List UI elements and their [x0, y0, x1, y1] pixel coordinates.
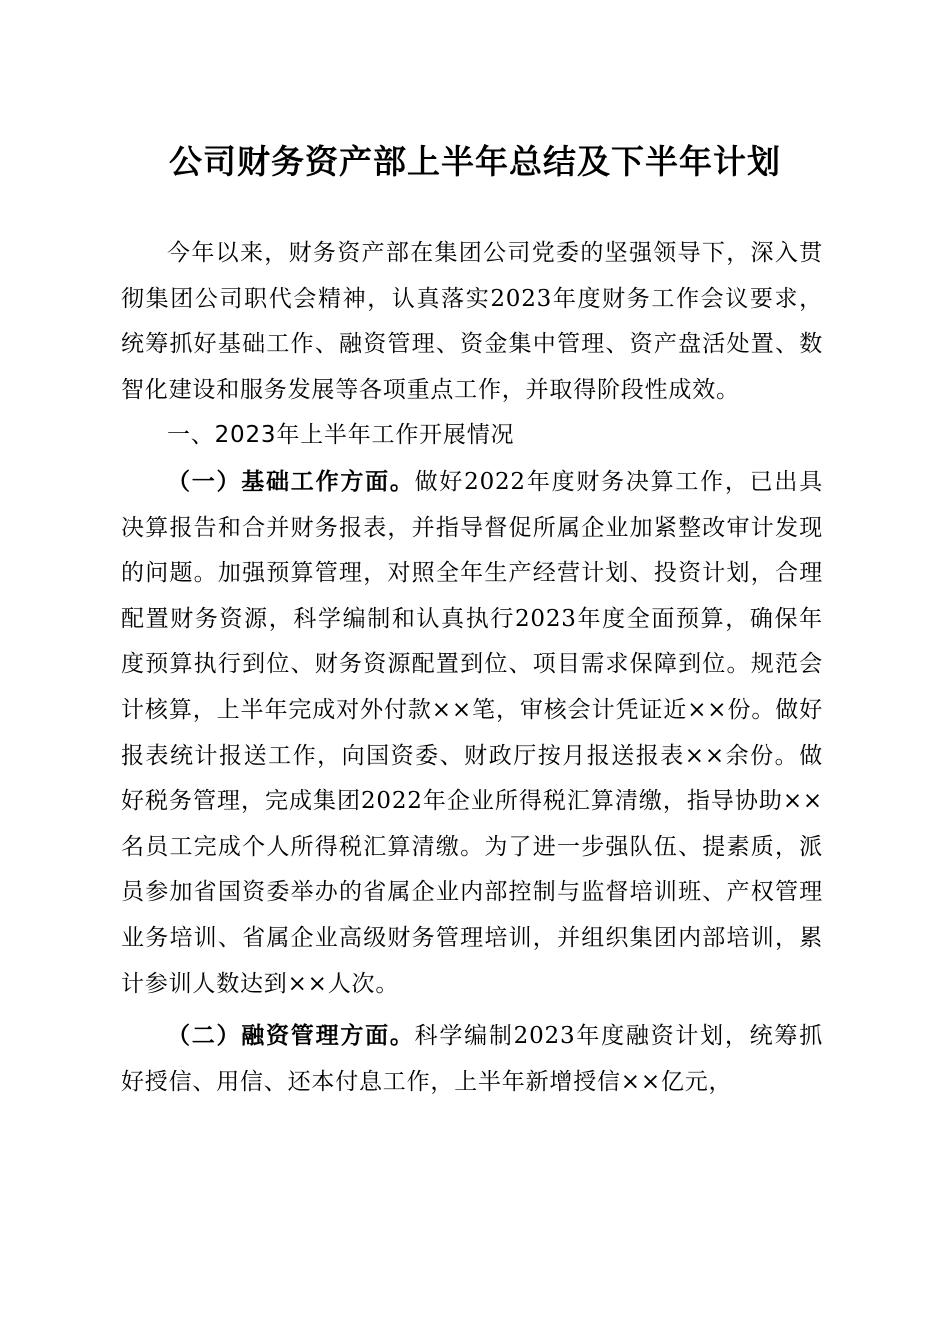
- item-text-basic-work: 做好2022年度财务决算工作，已出具决算报告和合并财务报表，并指导督促所属企业加紧整改审计发现的问题。加强预算管理，对照全年生产经营计划、投资计划，合理配置财务资源，科学编制和认真执行2023年度全面预算，确保年度预算执行到位、财务资源配置到位、项目需求保障到位。规范会计核算，上半年完成对外付款××笔，审核会计凭证近××份。做好报表统计报送工作，向国资委、财政厅按月报送报表××余份。做好税务管理，完成集团2022年企业所得税汇算清缴，指导协助××名员工完成个人所得税汇算清缴。为了进一步强队伍、提素质，派员参加省国资委举办的省属企业内部控制与监督培训班、产权管理业务培训、省属企业高级财务管理培训，并组织集团内部培训，累计参训人数达到××人次。: [121, 468, 823, 997]
- item-paragraph-basic-work: [121, 459, 823, 1007]
- document-title: 公司财务资产部上半年总结及下半年计划: [169, 142, 781, 181]
- section-heading: 一、2023年上半年工作开展情况: [167, 422, 515, 449]
- item-paragraph-financing: [121, 1013, 823, 1105]
- item-lead-basic-work: （一）基础工作方面。: [167, 467, 415, 495]
- intro-paragraph: 今年以来，财务资产部在集团公司党委的坚强领导下，深入贯彻集团公司职代会精神，认真落实2023年度财务工作会议要求，统筹抓好基础工作、融资管理、资金集中管理、资产盘活处置、数智化建设和服务发展等各项重点工作，并取得阶段性成效。: [121, 240, 823, 403]
- document-body: [121, 231, 823, 1105]
- item-lead-financing: （二）融资管理方面。: [167, 1022, 415, 1050]
- item-text-financing: 科学编制2023年度融资计划，统筹抓好授信、用信、还本付息工作，上半年新增授信××亿元，: [121, 1023, 823, 1095]
